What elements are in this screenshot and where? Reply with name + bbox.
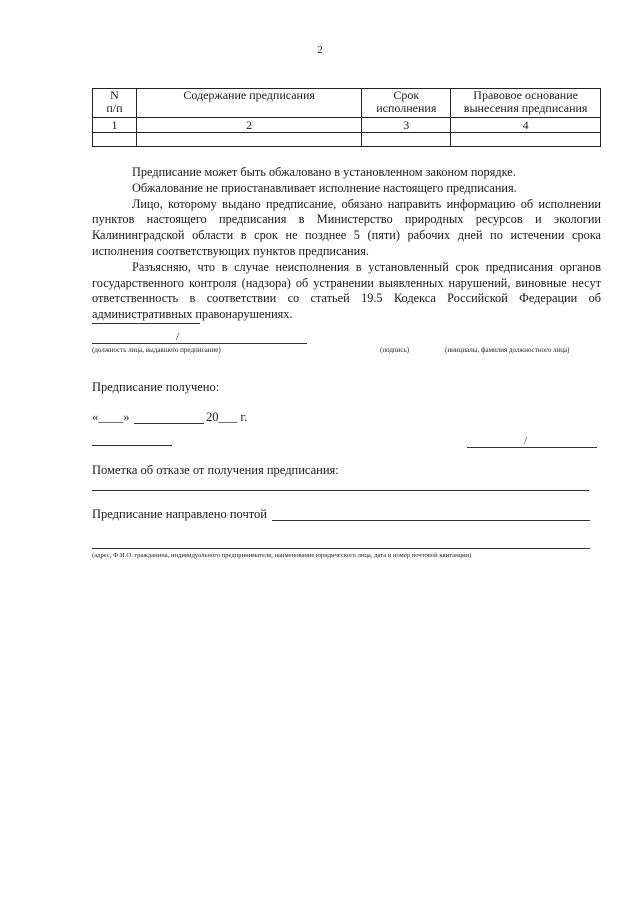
appeal-paragraph: Предписание может быть обжаловано в установленном законом порядке. <box>132 165 516 179</box>
prescription-table <box>92 88 601 147</box>
header-content: Содержание предписания <box>136 89 361 118</box>
date-year: 20___ г. <box>206 410 248 424</box>
recipient-name-line <box>467 447 597 448</box>
header-number: N п/п <box>93 89 137 118</box>
recipient-signature-line <box>92 445 172 446</box>
signature-caption: (подпись) <box>380 346 410 354</box>
signature-line-top <box>92 323 200 324</box>
date-month-line <box>134 423 204 424</box>
mail-line-2 <box>92 548 590 549</box>
mail-caption: (адрес, Ф.И.О. гражданина, индивидуального предпринимателя, наименование юридического лица, дата и номер почтовой квитанции) <box>92 552 472 559</box>
column-number-1: 1 <box>93 118 137 133</box>
position-line <box>92 343 307 344</box>
notice-text <box>92 165 601 323</box>
signature-slash: / <box>176 331 180 343</box>
table-row <box>93 133 601 147</box>
header-deadline: Срок исполнения <box>362 89 451 118</box>
column-number-2: 2 <box>136 118 361 133</box>
page-number: 2 <box>317 44 323 56</box>
liability-paragraph: Разъясняю, что в случае неисполнения в установленный срок предписания органов государственного контроля (надзора) об устранении выявленных нарушений, виновные несут ответственность в соответствии со статьей 19.5 Кодекса Российской Федерации об административных правонарушениях. <box>92 259 601 322</box>
no-suspension-paragraph: Обжалование не приостанавливает исполнение настоящего предписания. <box>132 180 517 195</box>
refusal-label: Пометка об отказе от получения предписания: <box>92 463 339 477</box>
received-label: Предписание получено: <box>92 380 220 394</box>
mail-label: Предписание направлено почтой <box>92 507 267 521</box>
column-number-3: 3 <box>362 118 451 133</box>
table-cell <box>362 133 451 147</box>
table-cell <box>136 133 361 147</box>
position-caption: (должность лица, выдавшего предписание) <box>92 346 221 354</box>
date-day: «____» <box>92 410 130 424</box>
recipient-slash: / <box>524 435 528 447</box>
table-cell <box>93 133 137 147</box>
mail-line-1 <box>272 520 590 521</box>
name-caption: (инициалы, фамилия должностного лица) <box>445 346 570 354</box>
table-row <box>93 118 601 133</box>
table-header-row <box>93 89 601 118</box>
table-cell <box>451 133 601 147</box>
refusal-line <box>92 490 589 491</box>
header-legal-basis: Правовое основание вынесения предписания <box>451 89 601 118</box>
report-obligation-paragraph: Лицо, которому выдано предписание, обязано направить информацию об исполнении пунктов настоящего предписания в Министерство природных ресурсов и экологии Калининградской области в срок не позднее 5 (пяти) рабочих дней по истечении срока исполнения соответствующих пунктов предписания. <box>92 196 601 258</box>
column-number-4: 4 <box>451 118 601 133</box>
